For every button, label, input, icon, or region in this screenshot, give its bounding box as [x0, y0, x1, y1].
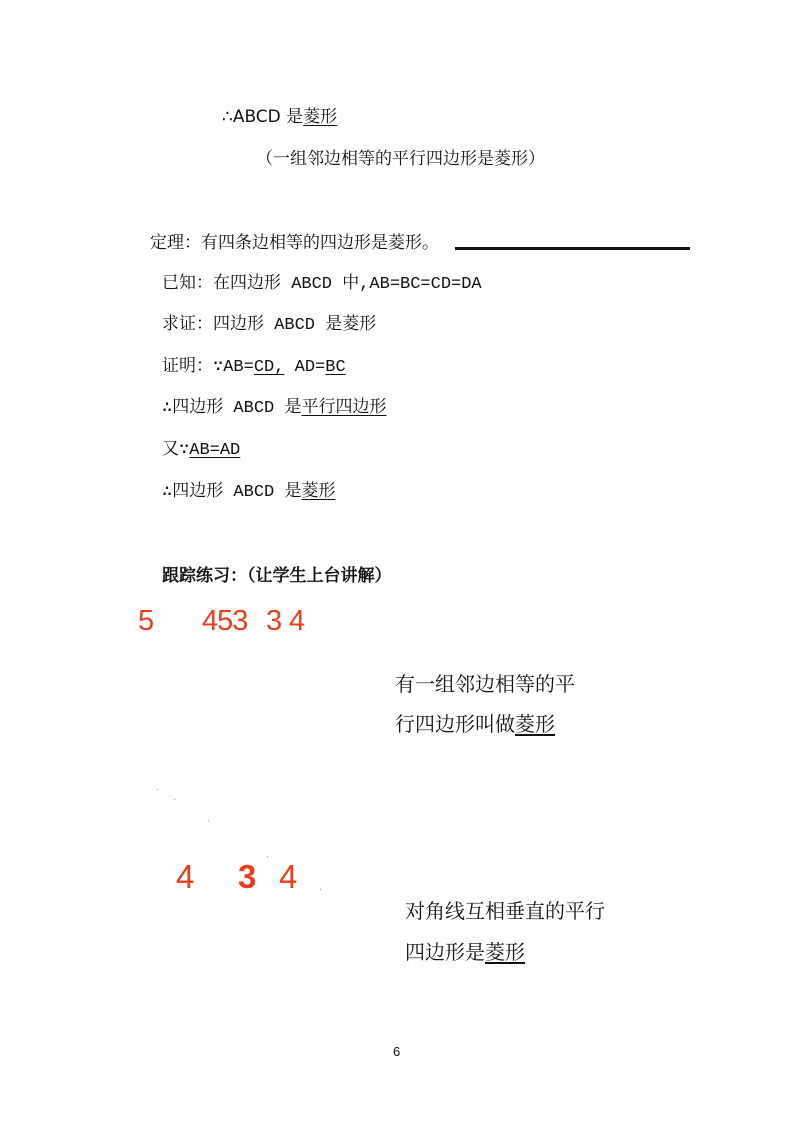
known-line: 已知：在四边形 ABCD 中,AB=BC=CD=DA: [162, 275, 482, 294]
conclusion-prefix: ∴ABCD 是: [222, 107, 304, 127]
reason-line: （一组邻边相等的平行四边形是菱形）: [256, 149, 545, 169]
q2-text-line-2: [405, 937, 525, 967]
proof-4-prefix: ∴四边形 ABCD 是: [162, 483, 302, 502]
proof-line-2: [162, 398, 386, 420]
speck: [320, 889, 321, 890]
speck: [208, 820, 209, 821]
page-number: 6: [393, 1044, 401, 1059]
q1-answer: 菱形: [515, 712, 555, 736]
practice-title: 跟踪练习：（让学生上台讲解）: [162, 566, 392, 586]
speck: [267, 856, 268, 857]
proof-1-blank-2: BC: [325, 358, 346, 377]
conclusion-line: [222, 106, 337, 128]
proof-1-prefix: 证明：∵AB=: [162, 358, 254, 377]
proof-4-answer: 菱形: [301, 483, 336, 502]
q1-text-prefix: 行四边形叫做: [395, 712, 515, 736]
q1-text-line-2: [395, 709, 555, 739]
proof-line-3: [162, 440, 240, 462]
q2-answer: 菱形: [485, 940, 525, 964]
proof-2-answer: 平行四边形: [301, 399, 387, 418]
speck: [157, 789, 158, 790]
proof-1-blank-1: CD,: [253, 358, 285, 377]
speck: [174, 799, 175, 800]
q1-number-1: 5: [138, 605, 155, 637]
theorem-line: 定理：有四条边相等的四边形是菱形。: [150, 233, 439, 253]
q1-number-2: 453: [202, 605, 248, 637]
q1-text-line-1: 有一组邻边相等的平: [395, 672, 575, 696]
q2-number-2: 3: [238, 858, 257, 895]
proof-3-prefix: 又∵: [162, 441, 190, 460]
theorem-underline-rule: [455, 247, 690, 250]
q2-number-3: 4: [279, 858, 298, 895]
proof-2-prefix: ∴四边形 ABCD 是: [162, 399, 302, 418]
proof-line-4: [162, 482, 335, 504]
conclusion-answer: 菱形: [303, 107, 338, 127]
q1-number-3: 3: [266, 605, 283, 637]
q2-text-line-1: 对角线互相垂直的平行: [405, 899, 605, 923]
prove-line: 求证：四边形 ABCD 是菱形: [162, 316, 377, 335]
q2-number-1: 4: [176, 858, 195, 895]
q2-text-prefix: 四边形是: [405, 940, 485, 964]
proof-1-mid: AD=: [284, 358, 326, 377]
proof-line-1: [162, 357, 346, 379]
q1-number-4: 4: [289, 605, 306, 637]
proof-3-answer: AB=AD: [189, 441, 241, 460]
